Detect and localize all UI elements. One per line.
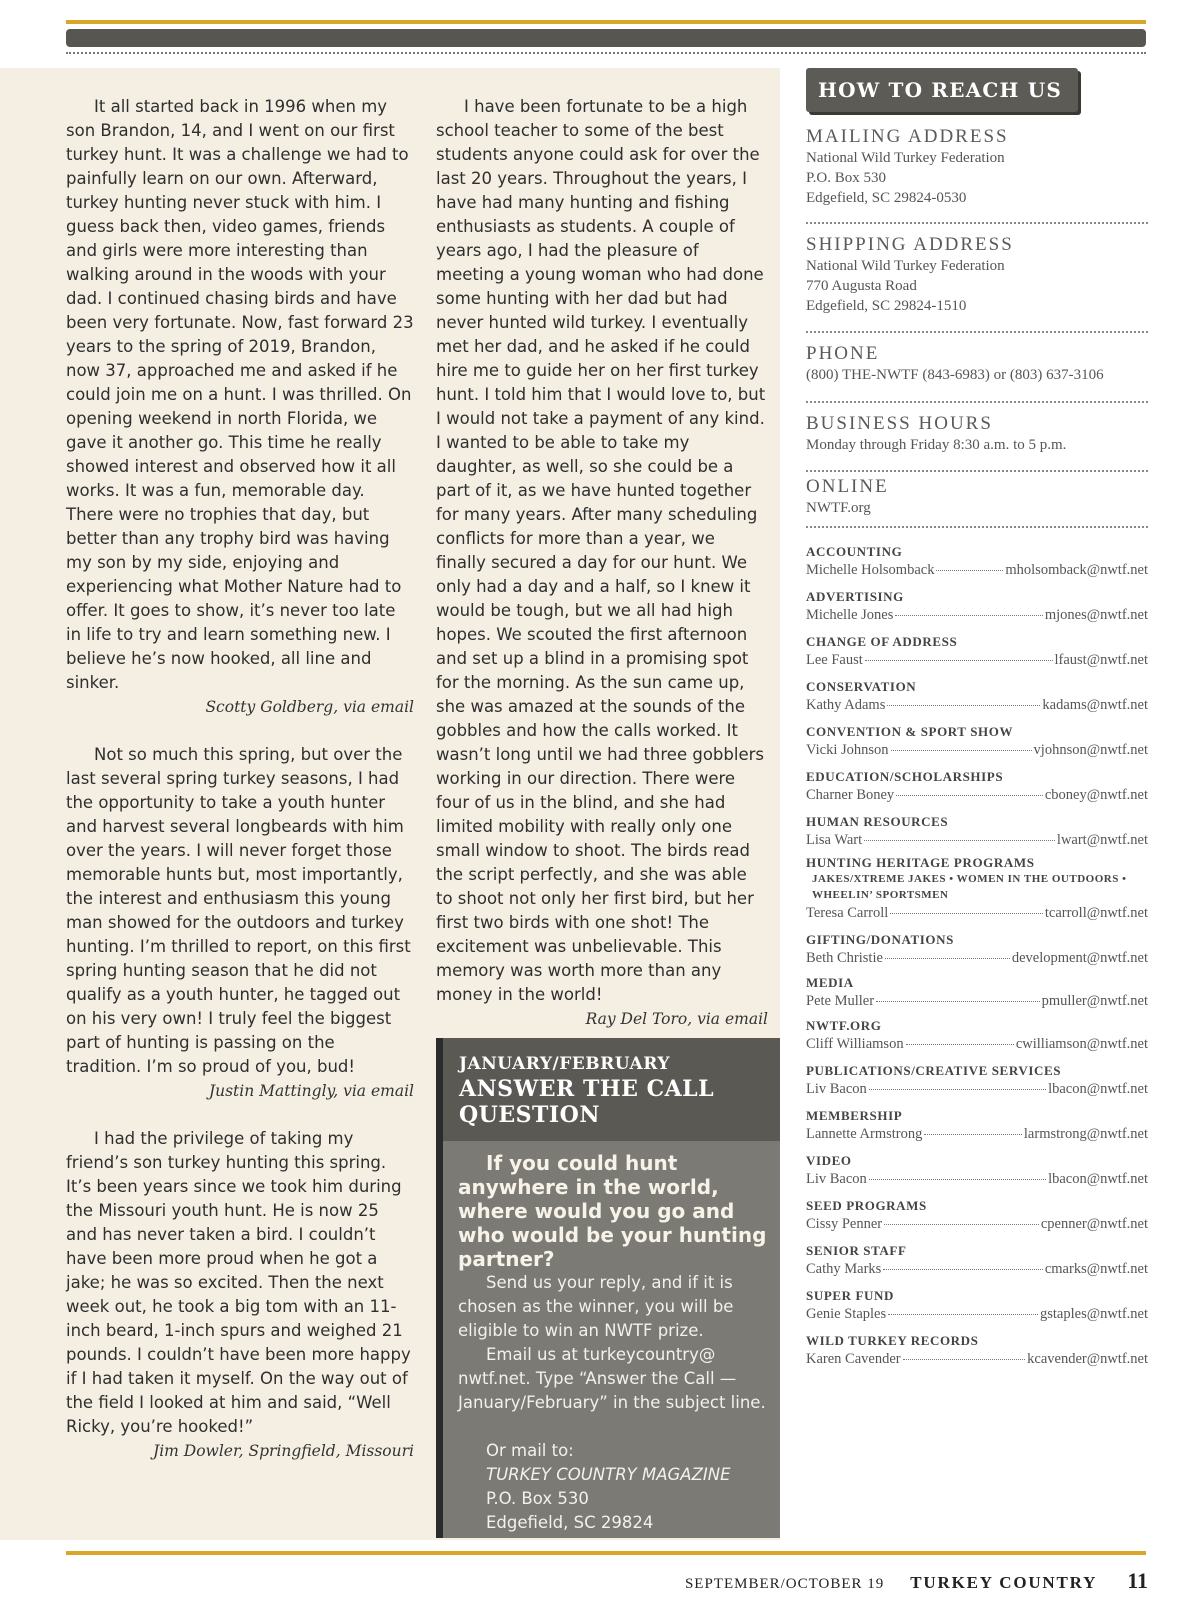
dept-entry: [806, 1288, 1148, 1324]
contact-email[interactable]: lwart@nwtf.net: [1056, 832, 1148, 848]
contact-name: Teresa Carroll: [806, 905, 889, 921]
letter-signature: Scotty Goldberg, via email: [205, 698, 414, 716]
shipping-line: 770 Augusta Road: [806, 278, 917, 294]
dept-entry: [806, 1198, 1148, 1234]
contact-name: Lisa Wart: [806, 832, 863, 848]
contact-email[interactable]: development@nwtf.net: [1011, 950, 1148, 966]
answer-email-instructions: Email us at turkeycountry@ nwtf.net. Type “Answer the Call — January/February” in the subject line.: [458, 1345, 766, 1412]
dept-entry: [806, 1333, 1148, 1369]
answer-box-accent-bar: [436, 1038, 443, 1538]
shipping-line: Edgefield, SC 29824-1510: [806, 298, 967, 314]
contact-email[interactable]: tcarroll@nwtf.net: [1044, 905, 1148, 921]
shipping-address-section: [806, 234, 1148, 316]
footer-issue: SEPTEMBER/OCTOBER 19: [684, 1576, 885, 1592]
mailing-address-section: [806, 126, 1148, 208]
contact-name: Michelle Holsomback: [806, 562, 935, 578]
online-title: ONLINE: [806, 476, 889, 497]
phone-title: PHONE: [806, 343, 880, 364]
answer-mail-address: [458, 1439, 768, 1535]
dept-name: WILD TURKEY RECORDS: [806, 1333, 979, 1348]
contact-email[interactable]: vjohnson@nwtf.net: [1033, 742, 1148, 758]
answer-instructions: Send us your reply, and if it is chosen as the winner, you will be eligible to win an NWTF prize.: [458, 1273, 734, 1340]
dept-entry: [806, 769, 1148, 805]
dept-name: ADVERTISING: [806, 589, 904, 604]
bottom-gold-rule: [66, 1551, 1146, 1555]
dept-name: PUBLICATIONS/CREATIVE SERVICES: [806, 1063, 1062, 1078]
contact-name: Vicki Johnson: [806, 742, 889, 758]
top-gold-rule: [66, 20, 1146, 24]
online-section: [806, 476, 1148, 518]
phone-section: [806, 343, 1148, 385]
answer-box-title: ANSWER THE CALL QUESTION: [459, 1076, 715, 1128]
contact-email[interactable]: kcavender@nwtf.net: [1027, 1351, 1148, 1367]
letter-signature: Justin Mattingly, via email: [208, 1082, 414, 1100]
dept-entry: [806, 1153, 1148, 1189]
answer-box-body: [458, 1151, 768, 1535]
contact-name: Beth Christie: [806, 950, 883, 966]
contact-name: Cathy Marks: [806, 1261, 882, 1277]
contact-name: Genie Staples: [806, 1306, 887, 1322]
answer-box-kicker: JANUARY/FEBRUARY: [459, 1054, 670, 1074]
dept-entry: [806, 855, 1148, 923]
contact-email[interactable]: pmuller@nwtf.net: [1041, 993, 1148, 1009]
contact-name: Liv Bacon: [806, 1081, 867, 1097]
dept-entry: [806, 1018, 1148, 1054]
contact-name: Kathy Adams: [806, 697, 886, 713]
contact-email[interactable]: cwilliamson@nwtf.net: [1015, 1036, 1148, 1052]
shipping-address-title: SHIPPING ADDRESS: [806, 234, 1014, 255]
dept-name: SUPER FUND: [806, 1288, 894, 1303]
dept-entry: [806, 724, 1148, 760]
contact-name: Cissy Penner: [806, 1216, 883, 1232]
contact-email[interactable]: kadams@nwtf.net: [1042, 697, 1148, 713]
dept-name: GIFTING/DONATIONS: [806, 932, 954, 947]
dept-name: NWTF.ORG: [806, 1018, 882, 1033]
mail-po-box: P.O. Box 530: [486, 1489, 589, 1508]
phone-number: (800) THE-NWTF (843-6983) or (803) 637-3106: [806, 367, 1104, 383]
contact-name: Pete Muller: [806, 993, 875, 1009]
dept-name: CONVENTION & SPORT SHOW: [806, 724, 1014, 739]
contact-name: Cliff Williamson: [806, 1036, 904, 1052]
mailing-line: National Wild Turkey Federation: [806, 150, 1005, 166]
contact-name: Liv Bacon: [806, 1171, 867, 1187]
contact-email[interactable]: mholsomback@nwtf.net: [1005, 562, 1148, 578]
contact-name: Michelle Jones: [806, 607, 894, 623]
dept-name: MEMBERSHIP: [806, 1108, 903, 1123]
answer-question: If you could hunt anywhere in the world, where would you go and who would be your hunting partner?: [458, 1151, 767, 1271]
business-hours-title: BUSINESS HOURS: [806, 413, 993, 434]
page-footer: [685, 1568, 1148, 1594]
contact-name: Karen Cavender: [806, 1351, 901, 1367]
section-divider: [806, 470, 1148, 472]
top-gray-bar: [66, 29, 1146, 47]
how-to-reach-us-title: HOW TO REACH US: [818, 78, 1063, 102]
dept-entry: [806, 1108, 1148, 1144]
dept-entry: [806, 814, 1148, 850]
section-divider: [806, 331, 1148, 333]
letter-signature: Ray Del Toro, via email: [585, 1010, 768, 1028]
contact-email[interactable]: lbacon@nwtf.net: [1048, 1171, 1148, 1187]
mail-intro: Or mail to:: [486, 1441, 574, 1460]
dept-entry: [806, 679, 1148, 715]
mail-magazine-name: TURKEY COUNTRY MAGAZINE: [486, 1465, 731, 1484]
contact-name: Lannette Armstrong: [806, 1126, 923, 1142]
dept-name: CHANGE OF ADDRESS: [806, 634, 958, 649]
letters-column-right: [436, 95, 768, 1031]
business-hours: Monday through Friday 8:30 a.m. to 5 p.m.: [806, 437, 1067, 453]
contact-email[interactable]: cpenner@nwtf.net: [1040, 1216, 1148, 1232]
dept-entry: [806, 1243, 1148, 1279]
contact-email[interactable]: lfaust@nwtf.net: [1054, 652, 1148, 668]
mail-city: Edgefield, SC 29824: [486, 1513, 654, 1532]
letter-body: I had the privilege of taking my friend’s son turkey hunting this spring. It’s been years since we took him during the Missouri youth hunt. He is now 25 and has never taken a bird. I couldn’t have been more proud when he got a jake; he was so excited. Then the next week out, he took a big tom with an 11-inch beard, 1-inch spurs and weighed 21 pounds. I couldn’t have been more happy if I had taken it myself. On the way out of the field I looked at him and said, “Well Ricky, you’re hooked!”: [66, 1129, 411, 1436]
section-divider: [806, 222, 1148, 224]
letters-column-left: [66, 95, 414, 1463]
dept-entry: [806, 975, 1148, 1011]
dept-name: MEDIA: [806, 975, 854, 990]
dept-entry: [806, 544, 1148, 580]
section-divider: [806, 526, 1148, 528]
contact-email[interactable]: mjones@nwtf.net: [1044, 607, 1148, 623]
letter-signature: Jim Dowler, Springfield, Missouri: [153, 1442, 414, 1460]
dept-name: HUNTING HERITAGE PROGRAMS: [806, 855, 1035, 870]
contact-email[interactable]: cboney@nwtf.net: [1044, 787, 1148, 803]
dept-name: ACCOUNTING: [806, 544, 903, 559]
letter-body: It all started back in 1996 when my son Brandon, 14, and I went on our first turkey hunt. It was a challenge we had to painfully learn on our own. Afterward, turkey hunting never stuck with him. I guess back then, video games, friends and girls were more interesting than walking around in the woods with your dad. I continued chasing birds and have been very fortunate. Now, fast forward 23 years to the spring of 2019, Brandon, now 37, approached me and asked if he could join me on a hunt. I was thrilled. On opening weekend in north Florida, we gave it another go. This time he really showed interest and observed how it all works. It was a fun, memorable day. There were no trophies that day, but better than any trophy bird was having my son by my side, enjoying and experiencing what Mother Nature had to offer. It goes to show, it’s never too late in life to try and learn something new. I believe he’s now hooked, all line and sinker.: [66, 97, 414, 692]
dept-entry: [806, 589, 1148, 625]
shipping-line: National Wild Turkey Federation: [806, 258, 1005, 274]
letter-body: I have been fortunate to be a high school teacher to some of the best students anyone could ask for over the last 20 years. Throughout the years, I have had many hunting and fishing enthusiasts as students. A couple of years ago, I had the pleasure of meeting a young woman who had done some hunting with her dad but had never hunted wild turkey. I eventually met her dad, and he asked if he could hire me to guide her on her first turkey hunt. I told him that I would love to, but I would not take a payment of any kind. I wanted to be able to take my daughter, as well, so she could be a part of it, as we have hunted together for many years. After many scheduling conflicts for more than a year, we finally secured a day for our hunt. We only had a day and a half, so I knew it would be tough, but we all had high hopes. We scouted the first afternoon and set up a blind in a promising spot for the morning. As the sun came up, she was amazed at the sounds of the gobbles and how the calls worked. It wasn’t long until we had three gobblers working in our direction. There were four of us in the blind, and she had limited mobility with really only one small window to shoot. The birds read the script perfectly, and she was able to shoot not only her first bird, but her first two birds with one shot! The excitement was unbelievable. This memory was worth more than any money in the world!: [436, 97, 766, 1004]
contact-email[interactable]: gstaples@nwtf.net: [1040, 1306, 1148, 1322]
answer-the-call-box: [436, 1038, 780, 1538]
dept-name: HUMAN RESOURCES: [806, 814, 949, 829]
dept-name: CONSERVATION: [806, 679, 917, 694]
online-link[interactable]: NWTF.org: [806, 500, 871, 516]
contact-email[interactable]: larmstrong@nwtf.net: [1023, 1126, 1148, 1142]
answer-box-header: [443, 1038, 780, 1141]
mailing-line: Edgefield, SC 29824-0530: [806, 190, 967, 206]
top-dotted-rule: [66, 52, 1146, 54]
contact-name: Lee Faust: [806, 652, 863, 668]
section-divider: [806, 401, 1148, 403]
dept-name: SENIOR STAFF: [806, 1243, 907, 1258]
dept-entry: [806, 1063, 1148, 1099]
dept-name: EDUCATION/SCHOLARSHIPS: [806, 769, 1004, 784]
dept-entry: [806, 634, 1148, 670]
contact-email[interactable]: cmarks@nwtf.net: [1044, 1261, 1148, 1277]
mailing-address-title: MAILING ADDRESS: [806, 126, 1009, 147]
dept-subprograms: JAKES/XTREME JAKES • WOMEN IN THE OUTDOORS • WHEELIN’ SPORTSMEN: [812, 873, 1127, 901]
dept-name: VIDEO: [806, 1153, 852, 1168]
mailing-line: P.O. Box 530: [806, 170, 887, 186]
how-to-reach-us-header: [806, 68, 1078, 112]
dept-name: SEED PROGRAMS: [806, 1198, 927, 1213]
contact-email[interactable]: lbacon@nwtf.net: [1048, 1081, 1148, 1097]
letter-body: Not so much this spring, but over the last several spring turkey seasons, I had the opportunity to take a youth hunter and harvest several longbeards with him over the years. I will never forget those memorable hunts but, most importantly, the interest and enthusiasm this young man showed for the outdoors and turkey hunting. I’m thrilled to report, on this first spring hunting season that he did not qualify as a youth hunter, he tagged out on his very own! I truly feel the biggest part of hunting is passing on the tradition. I’m so proud of you, bud!: [66, 745, 411, 1076]
footer-page-number: 11: [1127, 1568, 1148, 1593]
contact-name: Charner Boney: [806, 787, 895, 803]
business-hours-section: [806, 413, 1148, 455]
footer-magazine-title: TURKEY COUNTRY: [910, 1573, 1098, 1592]
dept-entry: [806, 932, 1148, 968]
